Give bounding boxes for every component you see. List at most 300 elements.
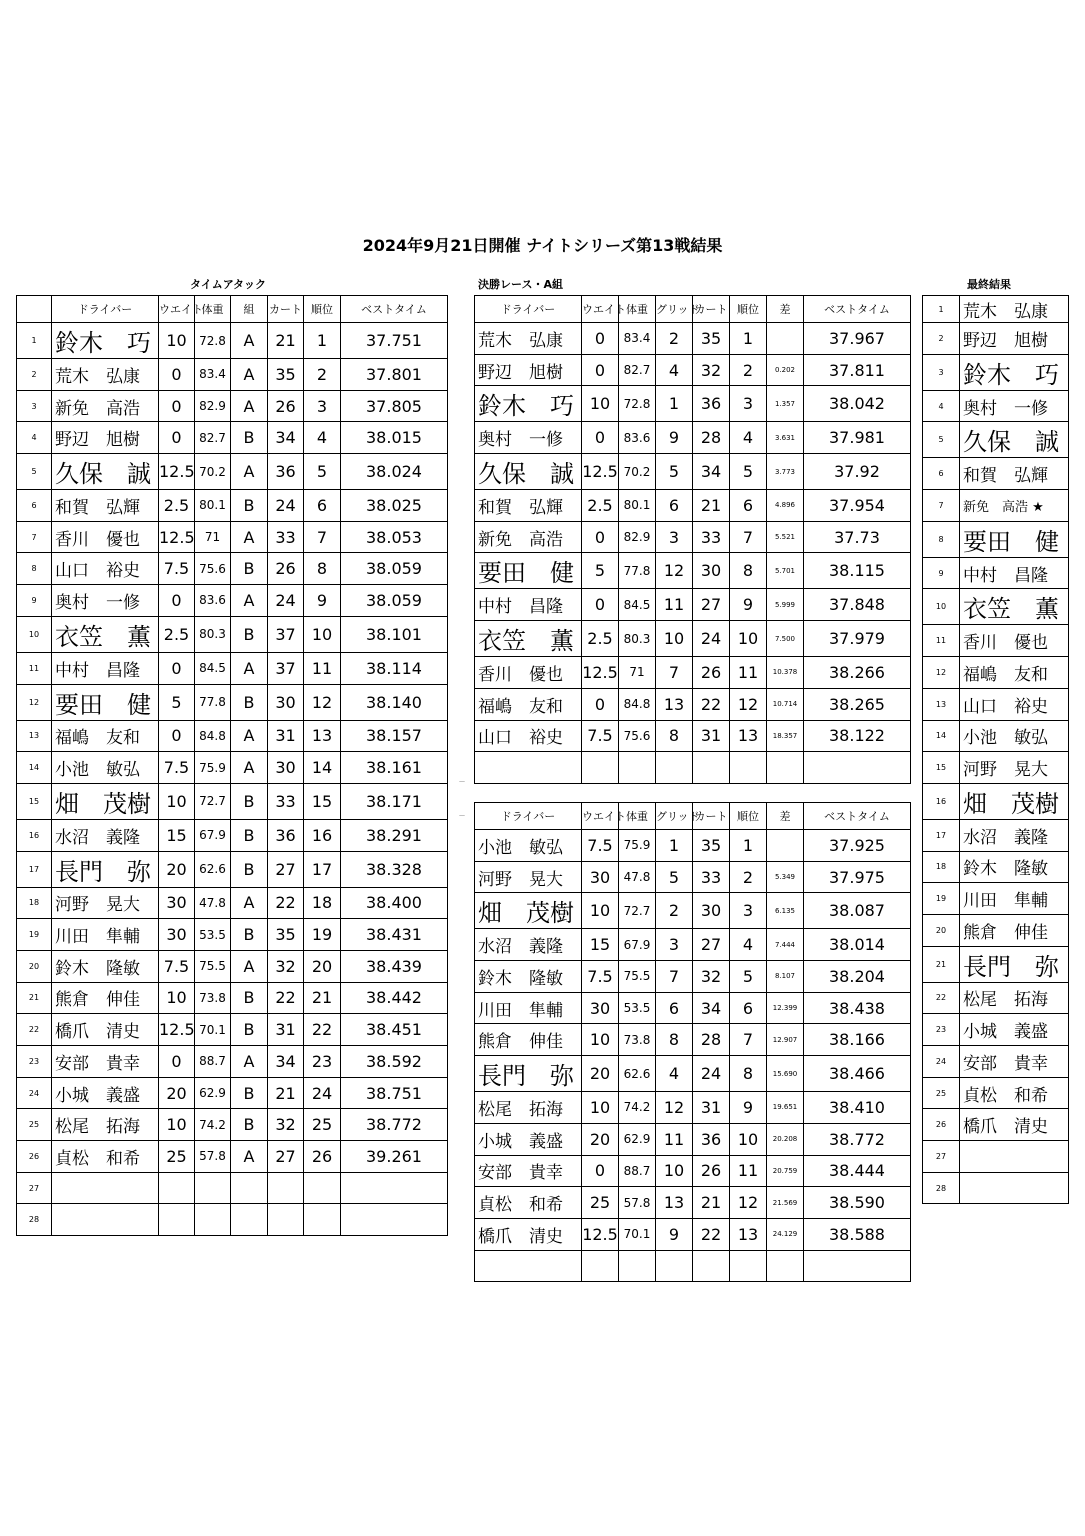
position-cell: 19: [304, 919, 341, 951]
table-row: [923, 390, 1069, 422]
grid-cell: 7: [656, 961, 693, 993]
driver-name: 小城 義盛: [52, 1077, 159, 1109]
grid-cell: 13: [656, 688, 693, 720]
weight-cell: 0: [159, 585, 195, 617]
kart-cell: 32: [693, 961, 730, 993]
position-cell: 3: [730, 386, 767, 422]
grid-cell: 11: [656, 1123, 693, 1155]
rank-cell: 27: [923, 1141, 960, 1173]
final-a-label: 決勝レース・A組: [478, 278, 563, 291]
driver-name: 鈴木 巧: [475, 386, 582, 422]
body-weight-cell: 75.6: [619, 720, 656, 752]
body-weight-cell: [195, 1172, 231, 1204]
driver-name: 畑 茂樹: [52, 783, 159, 819]
rank-cell: 19: [17, 919, 52, 951]
position-cell: 5: [304, 454, 341, 490]
body-weight-cell: 82.7: [619, 354, 656, 386]
table-row: [475, 657, 911, 689]
position-cell: 13: [730, 720, 767, 752]
body-weight-cell: 57.8: [619, 1187, 656, 1219]
table-row: [923, 589, 1069, 625]
best-time-cell: 38.328: [341, 851, 448, 887]
best-time-cell: [804, 1250, 911, 1282]
weight-cell: 30: [159, 887, 195, 919]
table-row: [475, 752, 911, 784]
grid-cell: 1: [656, 830, 693, 862]
kart-cell: 22: [268, 982, 304, 1014]
rank-cell: 22: [17, 1014, 52, 1046]
body-weight-cell: 62.9: [619, 1123, 656, 1155]
table-row: [475, 1024, 911, 1056]
best-time-cell: 38.087: [804, 893, 911, 929]
rank-cell: 9: [923, 557, 960, 589]
position-cell: 16: [304, 819, 341, 851]
position-cell: 2: [730, 861, 767, 893]
weight-cell: 10: [159, 1109, 195, 1141]
group-cell: B: [231, 783, 268, 819]
final-b-table: [474, 802, 911, 1282]
weight-cell: 20: [582, 1123, 619, 1155]
best-time-cell: 38.431: [341, 919, 448, 951]
position-cell: 12: [304, 684, 341, 720]
kart-cell: 33: [268, 521, 304, 553]
body-weight-cell: 72.8: [195, 323, 231, 359]
grid-cell: 13: [656, 1187, 693, 1219]
weight-cell: 0: [582, 688, 619, 720]
driver-name: 安部 貴幸: [960, 1046, 1069, 1078]
body-weight-cell: 70.1: [619, 1218, 656, 1250]
driver-name: 荒木 弘康: [960, 296, 1069, 323]
kart-cell: 36: [268, 454, 304, 490]
gap-cell: 8.107: [767, 961, 804, 993]
table-row: [17, 950, 448, 982]
best-time-cell: 37.954: [804, 490, 911, 522]
table-row: [923, 521, 1069, 557]
driver-name: 和賀 弘輝: [475, 490, 582, 522]
position-cell: 10: [730, 1123, 767, 1155]
best-time-cell: 38.166: [804, 1024, 911, 1056]
driver-name: 山口 裕史: [475, 720, 582, 752]
grid-cell: 10: [656, 1155, 693, 1187]
kart-cell: 31: [693, 1092, 730, 1124]
kart-cell: 33: [268, 783, 304, 819]
kart-cell: 34: [268, 1046, 304, 1078]
weight-cell: 10: [159, 783, 195, 819]
position-cell: 26: [304, 1141, 341, 1173]
column-header: カート: [693, 803, 730, 830]
table-row: [923, 323, 1069, 355]
position-cell: 1: [730, 323, 767, 355]
driver-name: 河野 晃大: [475, 861, 582, 893]
table-row: [475, 1155, 911, 1187]
table-row: [923, 625, 1069, 657]
column-header: カート: [268, 296, 304, 323]
table-row: [17, 652, 448, 684]
weight-cell: 5: [159, 684, 195, 720]
best-time-cell: 38.122: [804, 720, 911, 752]
group-cell: A: [231, 752, 268, 784]
driver-name: 香川 優也: [960, 625, 1069, 657]
group-cell: A: [231, 585, 268, 617]
kart-cell: 34: [268, 422, 304, 454]
table-row: [923, 1077, 1069, 1109]
rank-cell: 3: [923, 354, 960, 390]
gap-cell: 5.999: [767, 589, 804, 621]
rank-cell: 17: [923, 819, 960, 851]
best-time-cell: 38.059: [341, 585, 448, 617]
kart-cell: 26: [268, 390, 304, 422]
rank-cell: 14: [923, 720, 960, 752]
kart-cell: 27: [693, 929, 730, 961]
weight-cell: [582, 1250, 619, 1282]
position-cell: 11: [304, 652, 341, 684]
group-cell: A: [231, 1046, 268, 1078]
gap-cell: 24.129: [767, 1218, 804, 1250]
group-cell: B: [231, 1109, 268, 1141]
column-header: 順位: [730, 803, 767, 830]
weight-cell: 0: [159, 652, 195, 684]
weight-cell: 2.5: [159, 490, 195, 522]
position-cell: 6: [730, 992, 767, 1024]
column-header: ドライバー: [52, 296, 159, 323]
group-cell: A: [231, 950, 268, 982]
best-time-cell: 38.592: [341, 1046, 448, 1078]
position-cell: 14: [304, 752, 341, 784]
table-row: [923, 1109, 1069, 1141]
table-row: [923, 982, 1069, 1014]
grid-cell: 1: [656, 386, 693, 422]
grid-cell: 5: [656, 861, 693, 893]
table-row: [475, 830, 911, 862]
gap-cell: [767, 1250, 804, 1282]
best-time-cell: 37.925: [804, 830, 911, 862]
kart-cell: 37: [268, 652, 304, 684]
driver-name: 松尾 拓海: [960, 982, 1069, 1014]
table-row: [923, 490, 1069, 522]
separator-mark: —: [459, 778, 465, 785]
time-attack-table: [16, 295, 448, 1236]
table-row: [17, 1109, 448, 1141]
weight-cell: 30: [582, 992, 619, 1024]
best-time-cell: 38.204: [804, 961, 911, 993]
driver-name: 鈴木 隆敏: [475, 961, 582, 993]
grid-cell: 11: [656, 589, 693, 621]
kart-cell: 21: [268, 323, 304, 359]
body-weight-cell: 62.6: [619, 1056, 656, 1092]
driver-name: 香川 優也: [475, 657, 582, 689]
position-cell: 15: [304, 783, 341, 819]
body-weight-cell: 80.3: [619, 621, 656, 657]
table-row: [475, 354, 911, 386]
weight-cell: 20: [159, 851, 195, 887]
rank-cell: 12: [17, 684, 52, 720]
driver-name: [960, 1172, 1069, 1204]
gap-cell: 12.907: [767, 1024, 804, 1056]
kart-cell: 35: [268, 919, 304, 951]
rank-cell: 15: [17, 783, 52, 819]
weight-cell: 20: [159, 1077, 195, 1109]
position-cell: 22: [304, 1014, 341, 1046]
rank-cell: 4: [923, 390, 960, 422]
body-weight-cell: 84.8: [195, 720, 231, 752]
rank-cell: 14: [17, 752, 52, 784]
position-cell: 18: [304, 887, 341, 919]
best-time-cell: 38.466: [804, 1056, 911, 1092]
header-blank: [17, 296, 52, 323]
driver-name: 小池 敏弘: [52, 752, 159, 784]
group-cell: A: [231, 720, 268, 752]
driver-name: 熊倉 伸佳: [52, 982, 159, 1014]
body-weight-cell: 72.8: [619, 386, 656, 422]
body-weight-cell: 75.5: [195, 950, 231, 982]
driver-name: 川田 隼輔: [52, 919, 159, 951]
group-cell: [231, 1172, 268, 1204]
final-result-label: 最終結果: [967, 278, 1011, 291]
table-row: [17, 887, 448, 919]
group-cell: A: [231, 1141, 268, 1173]
driver-name: [475, 1250, 582, 1282]
weight-cell: 0: [582, 589, 619, 621]
best-time-cell: 38.751: [341, 1077, 448, 1109]
kart-cell: 34: [693, 454, 730, 490]
kart-cell: 27: [268, 851, 304, 887]
rank-cell: 4: [17, 422, 52, 454]
position-cell: 3: [730, 893, 767, 929]
kart-cell: 32: [268, 950, 304, 982]
rank-cell: 21: [923, 946, 960, 982]
grid-cell: 7: [656, 657, 693, 689]
body-weight-cell: 47.8: [195, 887, 231, 919]
table-row: [475, 688, 911, 720]
table-row: [923, 422, 1069, 458]
body-weight-cell: 83.4: [195, 359, 231, 391]
weight-cell: 2.5: [582, 621, 619, 657]
column-header: 順位: [304, 296, 341, 323]
table-row: [923, 296, 1069, 323]
column-header: ドライバー: [475, 803, 582, 830]
weight-cell: 2.5: [582, 490, 619, 522]
rank-cell: 2: [923, 323, 960, 355]
grid-cell: [656, 1250, 693, 1282]
rank-cell: 15: [923, 752, 960, 784]
position-cell: 23: [304, 1046, 341, 1078]
body-weight-cell: 72.7: [619, 893, 656, 929]
driver-name: 鈴木 巧: [960, 354, 1069, 390]
group-cell: B: [231, 616, 268, 652]
rank-cell: 23: [923, 1014, 960, 1046]
rank-cell: 27: [17, 1172, 52, 1204]
table-row: [923, 883, 1069, 915]
position-cell: 11: [730, 1155, 767, 1187]
grid-cell: 5: [656, 454, 693, 490]
best-time-cell: 38.451: [341, 1014, 448, 1046]
weight-cell: 10: [582, 1024, 619, 1056]
position-cell: 2: [304, 359, 341, 391]
weight-cell: 7.5: [582, 961, 619, 993]
weight-cell: 10: [159, 323, 195, 359]
kart-cell: [693, 752, 730, 784]
table-row: [17, 684, 448, 720]
kart-cell: 26: [693, 1155, 730, 1187]
body-weight-cell: 75.9: [619, 830, 656, 862]
kart-cell: 30: [693, 553, 730, 589]
table-header: [475, 296, 911, 323]
driver-name: 野辺 旭樹: [475, 354, 582, 386]
driver-name: 安部 貴幸: [52, 1046, 159, 1078]
best-time-cell: 38.400: [341, 887, 448, 919]
column-header: 体重: [195, 296, 231, 323]
table-row: [475, 621, 911, 657]
driver-name: 衣笠 薫: [475, 621, 582, 657]
table-row: [923, 557, 1069, 589]
position-cell: 21: [304, 982, 341, 1014]
table-row: [17, 553, 448, 585]
rank-cell: 24: [923, 1046, 960, 1078]
grid-cell: 8: [656, 720, 693, 752]
driver-name: 山口 裕史: [960, 688, 1069, 720]
rank-cell: 10: [923, 589, 960, 625]
weight-cell: 20: [582, 1056, 619, 1092]
weight-cell: 7.5: [582, 830, 619, 862]
body-weight-cell: [619, 752, 656, 784]
rank-cell: 12: [923, 657, 960, 689]
rank-cell: 8: [923, 521, 960, 557]
position-cell: 9: [730, 1092, 767, 1124]
body-weight-cell: 70.1: [195, 1014, 231, 1046]
table-header: [475, 803, 911, 830]
column-header: 差: [767, 296, 804, 323]
gap-cell: 7.500: [767, 621, 804, 657]
kart-cell: 28: [693, 1024, 730, 1056]
weight-cell: 2.5: [159, 616, 195, 652]
driver-name: 野辺 旭樹: [52, 422, 159, 454]
column-header: ウエイト: [159, 296, 195, 323]
position-cell: 3: [304, 390, 341, 422]
best-time-cell: [341, 1204, 448, 1236]
gap-cell: [767, 830, 804, 862]
rank-cell: 16: [17, 819, 52, 851]
grid-cell: 4: [656, 354, 693, 386]
weight-cell: 5: [582, 553, 619, 589]
rank-cell: 10: [17, 616, 52, 652]
best-time-cell: 38.059: [341, 553, 448, 585]
column-header: ウエイト: [582, 296, 619, 323]
kart-cell: 22: [693, 1218, 730, 1250]
position-cell: 8: [730, 553, 767, 589]
group-cell: B: [231, 684, 268, 720]
gap-cell: 7.444: [767, 929, 804, 961]
driver-name: 畑 茂樹: [475, 893, 582, 929]
table-row: [17, 454, 448, 490]
body-weight-cell: 84.8: [619, 688, 656, 720]
driver-name: 小池 敏弘: [960, 720, 1069, 752]
driver-name: 中村 昌隆: [960, 557, 1069, 589]
rank-cell: 16: [923, 783, 960, 819]
weight-cell: 12.5: [582, 657, 619, 689]
best-time-cell: 38.291: [341, 819, 448, 851]
rank-cell: 1: [923, 296, 960, 323]
driver-name: 鈴木 隆敏: [52, 950, 159, 982]
position-cell: 24: [304, 1077, 341, 1109]
rank-cell: 26: [923, 1109, 960, 1141]
group-cell: A: [231, 323, 268, 359]
table-row: [17, 982, 448, 1014]
group-cell: B: [231, 1014, 268, 1046]
best-time-cell: 38.024: [341, 454, 448, 490]
driver-name: 貞松 和希: [475, 1187, 582, 1219]
column-header: ベストタイム: [804, 296, 911, 323]
best-time-cell: 38.772: [804, 1123, 911, 1155]
column-header: カート: [693, 296, 730, 323]
grid-cell: 12: [656, 553, 693, 589]
position-cell: 10: [730, 621, 767, 657]
rank-cell: 1: [17, 323, 52, 359]
table-row: [923, 819, 1069, 851]
grid-cell: 6: [656, 992, 693, 1024]
grid-cell: 2: [656, 323, 693, 355]
position-cell: 4: [304, 422, 341, 454]
position-cell: 7: [304, 521, 341, 553]
driver-name: 久保 誠: [960, 422, 1069, 458]
best-time-cell: 38.140: [341, 684, 448, 720]
body-weight-cell: 88.7: [619, 1155, 656, 1187]
position-cell: 10: [304, 616, 341, 652]
table-row: [17, 1046, 448, 1078]
best-time-cell: 38.161: [341, 752, 448, 784]
weight-cell: 0: [582, 323, 619, 355]
table-row: [475, 1056, 911, 1092]
driver-name: 野辺 旭樹: [960, 323, 1069, 355]
body-weight-cell: 83.6: [195, 585, 231, 617]
table-row: [923, 688, 1069, 720]
kart-cell: 22: [268, 887, 304, 919]
table-row: [17, 1141, 448, 1173]
table-row: [17, 390, 448, 422]
gap-cell: [767, 752, 804, 784]
weight-cell: 7.5: [159, 553, 195, 585]
driver-name: 貞松 和希: [52, 1141, 159, 1173]
rank-cell: 6: [923, 458, 960, 490]
best-time-cell: 38.025: [341, 490, 448, 522]
page-title: 2024年9月21日開催 ナイトシリーズ第13戦結果: [362, 236, 723, 255]
best-time-cell: 37.975: [804, 861, 911, 893]
body-weight-cell: 80.1: [195, 490, 231, 522]
table-row: [17, 720, 448, 752]
position-cell: 7: [730, 1024, 767, 1056]
driver-name: 新免 高浩 ★: [960, 490, 1069, 522]
driver-name: 中村 昌隆: [475, 589, 582, 621]
driver-name: 山口 裕史: [52, 553, 159, 585]
body-weight-cell: 82.9: [619, 521, 656, 553]
gap-cell: 10.714: [767, 688, 804, 720]
table-row: [475, 1218, 911, 1250]
driver-name: 鈴木 隆敏: [960, 851, 1069, 883]
weight-cell: 7.5: [159, 752, 195, 784]
group-cell: B: [231, 490, 268, 522]
body-weight-cell: 53.5: [195, 919, 231, 951]
best-time-cell: 38.042: [804, 386, 911, 422]
weight-cell: 12.5: [582, 1218, 619, 1250]
driver-name: 要田 健: [52, 684, 159, 720]
position-cell: 8: [304, 553, 341, 585]
rank-cell: 21: [17, 982, 52, 1014]
gap-cell: 15.690: [767, 1056, 804, 1092]
driver-name: 長門 弥: [960, 946, 1069, 982]
body-weight-cell: 82.7: [195, 422, 231, 454]
gap-cell: 20.759: [767, 1155, 804, 1187]
table-row: [17, 1204, 448, 1236]
position-cell: [730, 1250, 767, 1282]
